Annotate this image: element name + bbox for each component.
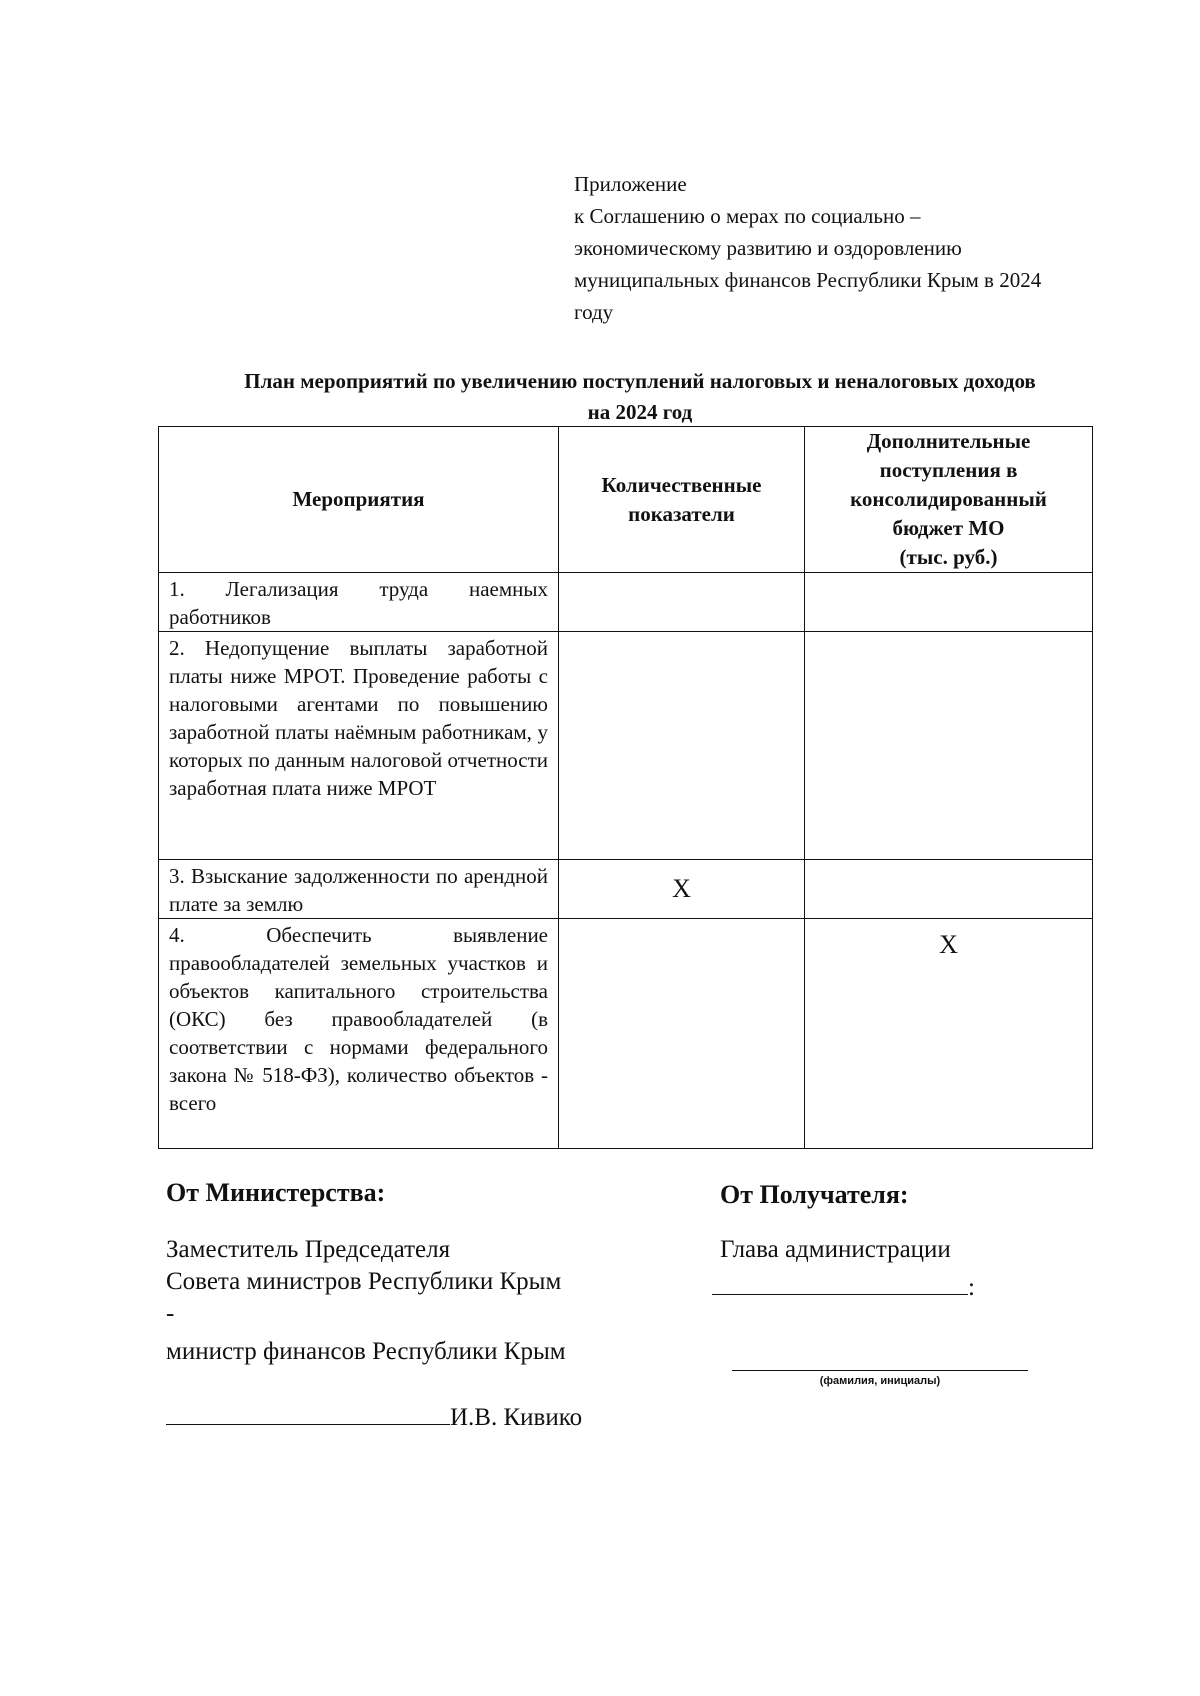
row-3-quantitative-mark: X <box>559 860 805 919</box>
ministry-position-line-1: Заместитель Председателя <box>166 1236 451 1263</box>
row-1-event: 1. Легализация труда наемных работников <box>159 573 559 632</box>
table-row <box>159 573 1093 632</box>
recipient-position: Глава администрации <box>720 1236 951 1263</box>
plan-title-line-2: на 2024 год <box>587 400 693 424</box>
header-additional-line-4: бюджет МО <box>892 516 1005 540</box>
plan-title <box>150 366 1130 428</box>
row-4-quantitative <box>559 919 805 1149</box>
row-2-additional <box>805 632 1093 860</box>
table-header-row <box>159 427 1093 573</box>
row-3-event: 3. Взыскание задолженности по арендной плате за землю <box>159 860 559 919</box>
recipient-signature-line <box>732 1370 1028 1371</box>
ministry-position-line-3: министр финансов Республики Крым <box>166 1338 566 1365</box>
header-additional-line-5: (тыс. руб.) <box>899 545 998 569</box>
row-4-additional-mark: X <box>805 919 1093 1149</box>
table-row <box>159 919 1093 1149</box>
row-4-event: 4. Обеспечить выявление правообладателей земельных участков и объектов капитального строительства (ОКС) без правообладателей (в соответствии с нормами федерального закона № 518-ФЗ), количество объектов - всего <box>159 919 559 1149</box>
row-3-additional <box>805 860 1093 919</box>
row-2-event: 2. Недопущение выплаты заработной платы ниже МРОТ. Проведение работы с налоговыми агентами по повышению заработной платы наёмным работникам, у которых по данным налоговой отчетности заработная плата ниже МРОТ <box>159 632 559 860</box>
ministry-heading: От Министерства: <box>166 1178 386 1207</box>
table-row <box>159 860 1093 919</box>
header-quantitative: Количественные показатели <box>559 427 805 573</box>
ministry-signature-line <box>166 1398 450 1425</box>
recipient-name-line <box>712 1268 968 1295</box>
recipient-heading: От Получателя: <box>720 1180 909 1209</box>
plan-table <box>158 426 1093 1149</box>
header-additional-line-1: Дополнительные <box>866 429 1031 453</box>
ministry-position-dash: - <box>166 1300 175 1327</box>
header-additional-line-2: поступления в <box>879 458 1018 482</box>
row-2-quantitative <box>559 632 805 860</box>
row-1-quantitative <box>559 573 805 632</box>
recipient-colon: : <box>968 1274 975 1301</box>
annex-line-5: году <box>574 300 614 324</box>
ministry-signer-name: И.В. Кивико <box>450 1404 583 1431</box>
row-1-additional <box>805 573 1093 632</box>
plan-title-line-1: План мероприятий по увеличению поступлений налоговых и неналоговых доходов <box>244 369 1036 393</box>
recipient-caption: (фамилия, инициалы) <box>819 1375 941 1387</box>
annex-line-2: к Соглашению о мерах по социально – <box>574 204 921 228</box>
annex-block <box>574 168 1134 328</box>
annex-line-3: экономическому развитию и оздоровлению <box>574 236 962 260</box>
recipient-name-row <box>712 1268 975 1302</box>
annex-line-1: Приложение <box>574 172 687 196</box>
header-additional-line-3: консолидированный <box>850 487 1047 511</box>
table-row <box>159 632 1093 860</box>
ministry-signature-row <box>166 1398 582 1432</box>
annex-line-4: муниципальных финансов Республики Крым в 2024 <box>574 268 1042 292</box>
header-additional <box>805 427 1093 573</box>
recipient-signature-block <box>732 1370 1028 1387</box>
header-events: Мероприятия <box>159 427 559 573</box>
ministry-position-line-2: Совета министров Республики Крым <box>166 1268 562 1295</box>
ministry-position <box>166 1234 566 1368</box>
